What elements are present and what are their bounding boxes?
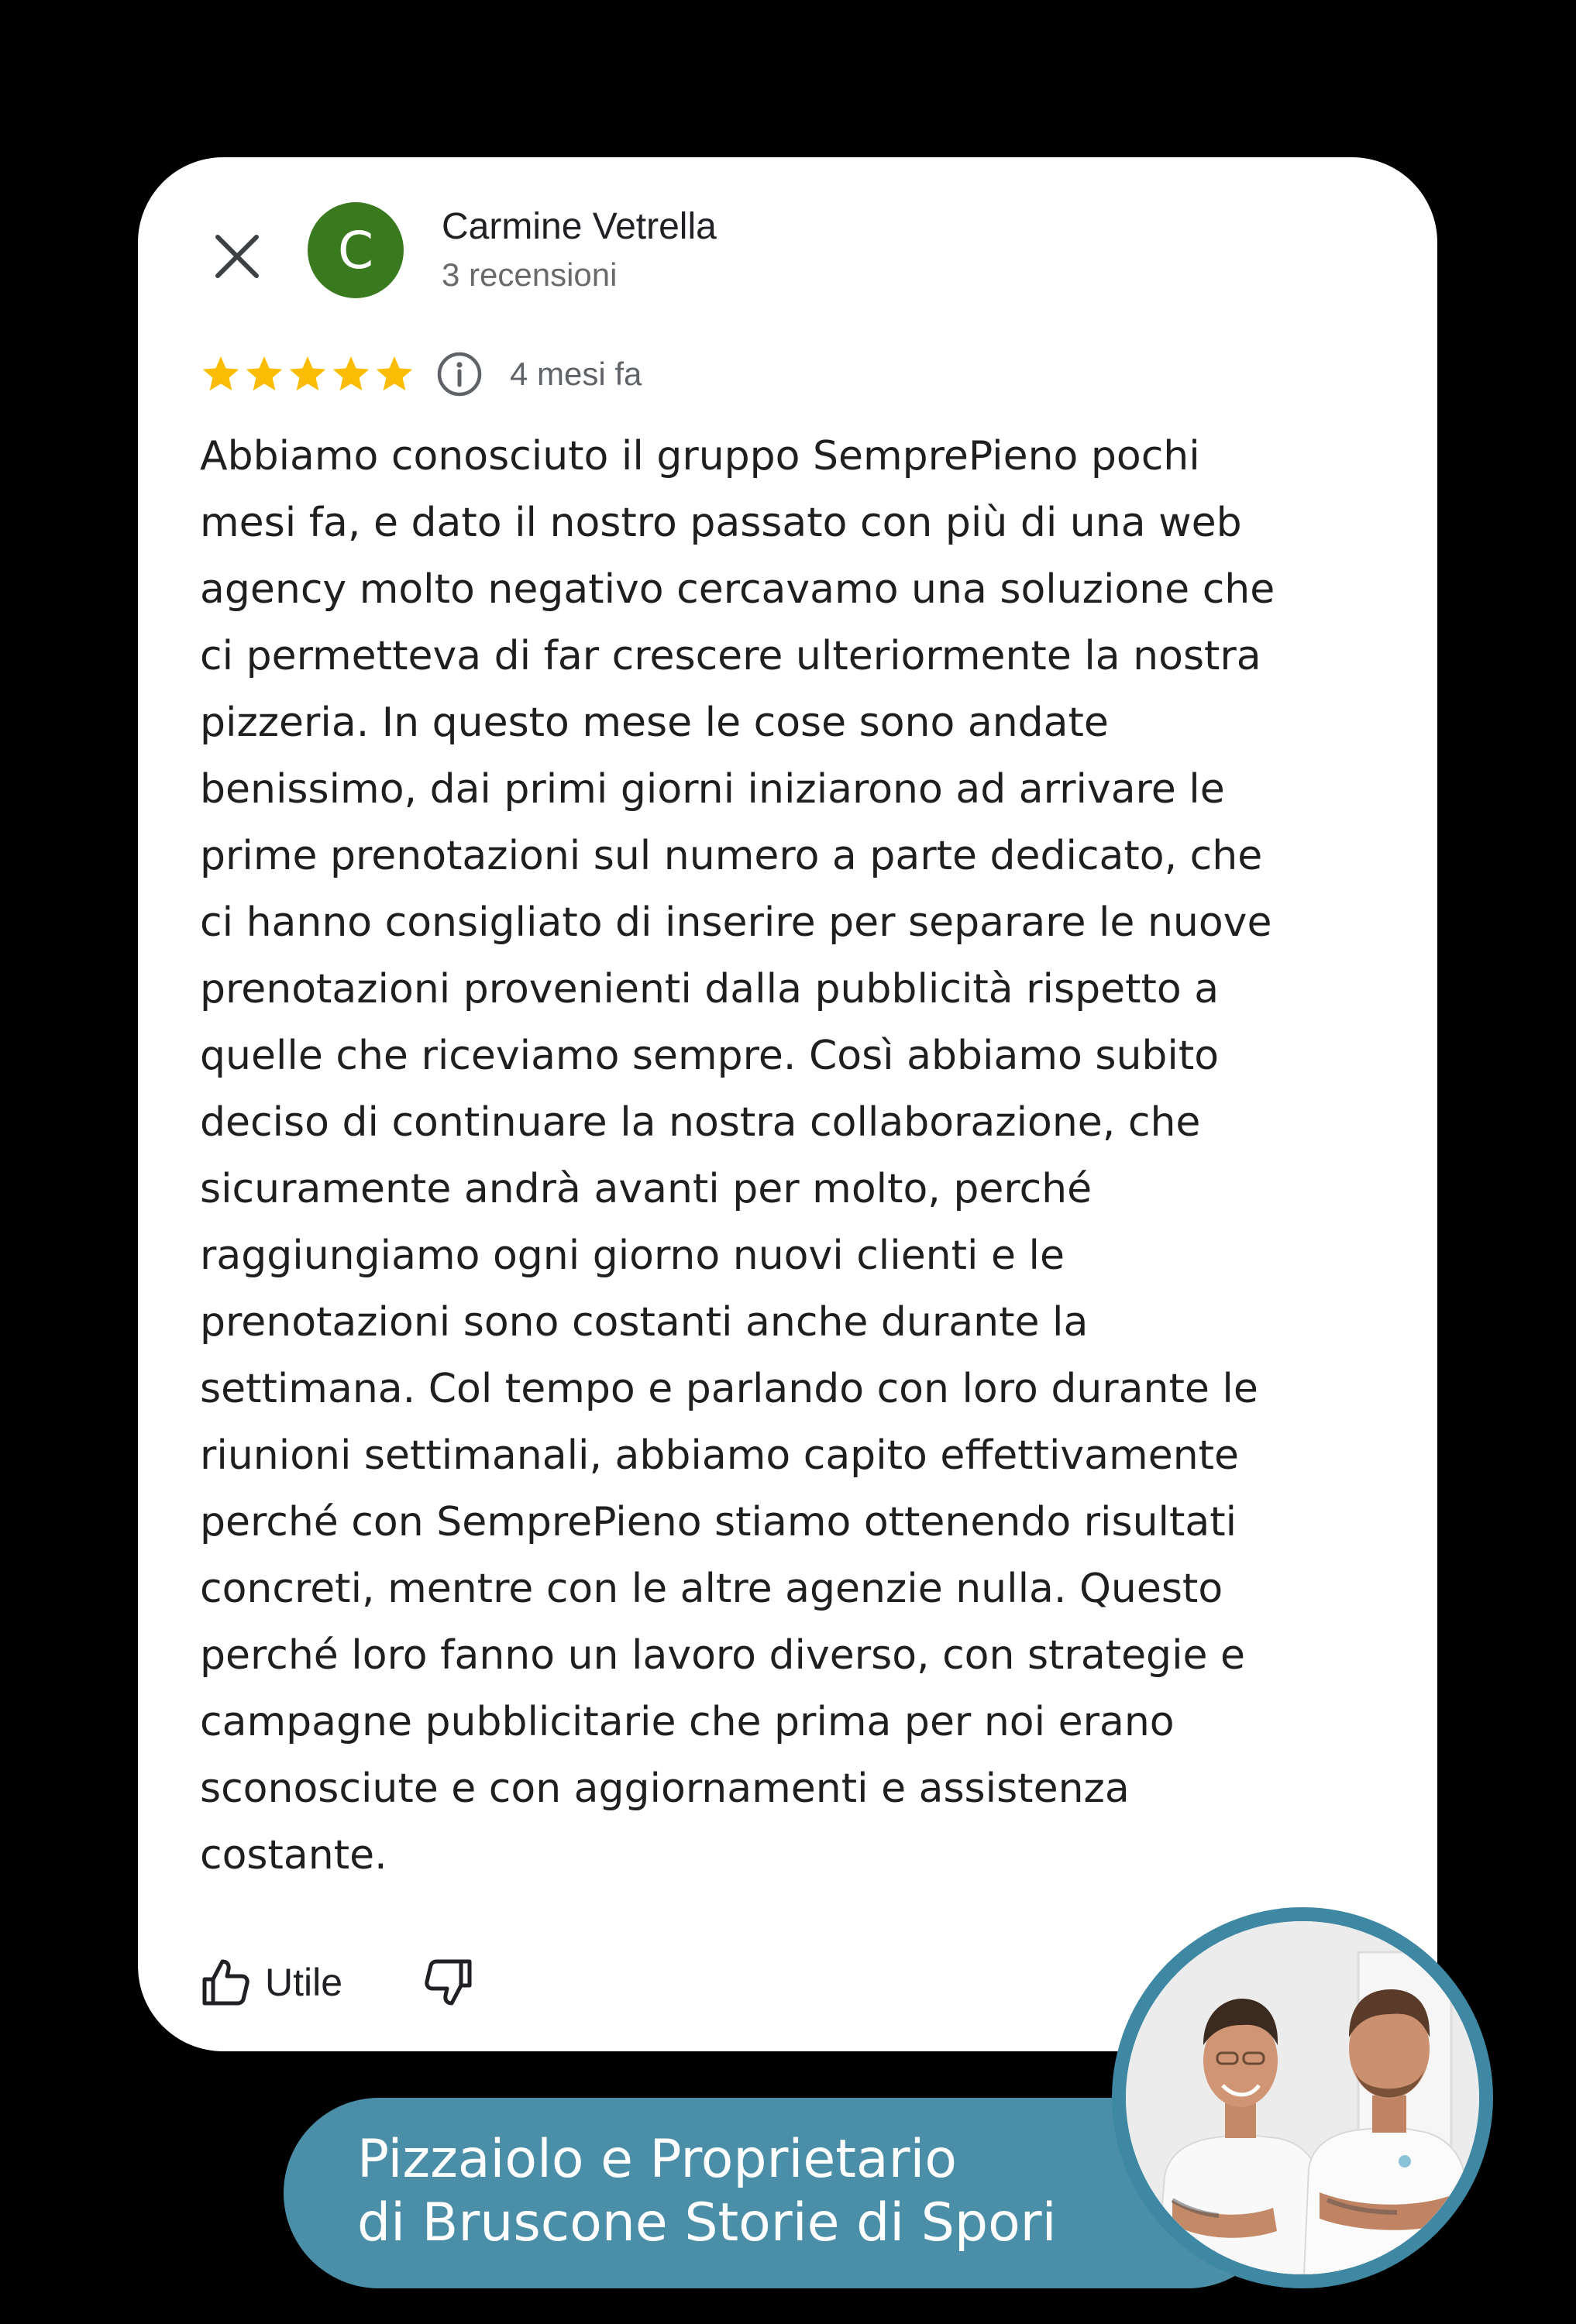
star-icon [330, 353, 372, 395]
caption-role: Pizzaiolo e Proprietario [357, 2129, 958, 2190]
reviewer-name[interactable]: Carmine Vetrella [442, 206, 717, 247]
thumbs-down-icon [423, 1957, 474, 2008]
close-icon [213, 232, 261, 280]
review-text: Abbiamo conosciuto il gruppo SemprePieno pochi mesi fa, e dato il nostro passato con più di una web agency molto negativo cercavamo una soluzione che ci permetteva di far crescere ulteriormente la nostra pizzeria. In questo mese le cose sono andate benissimo, dai primi giorni iniziarono ad arrivare le prime prenotazioni sul numero a parte dedicato, che ci hanno consigliato di inserire per separare le nuove prenotazioni provenienti dalla pubblicità rispetto a quelle che riceviamo sempre. Così abbiamo subito deciso di continuare la nostra collaborazione, che sicuramente andrà avanti per molto, perché raggiungiamo ogni giorno nuovi clienti e le prenotazioni sono costanti anche durante la settimana. Col tempo e parlando con loro durante le riunioni settimanali, abbiamo capito effettivamente perché con SemprePieno stiamo ottenendo risultati concreti, mentre con le altre agenzie nulla. Questo perché loro fanno un lavoro diverso, con strategie e campagne pubblicitarie che prima per noi erano sconosciute e con aggiornamenti e assistenza costante. [200, 433, 1275, 1879]
like-button[interactable] [200, 1957, 342, 2008]
star-icon [373, 353, 415, 395]
avatar-letter: C [337, 220, 374, 280]
owners-photo-frame [1112, 1907, 1493, 2288]
star-icon [243, 353, 285, 395]
rating-row [200, 347, 642, 401]
like-label: Utile [265, 1961, 343, 2004]
star-rating [200, 353, 415, 395]
review-card [138, 157, 1437, 2051]
star-icon [200, 353, 242, 395]
close-button[interactable] [206, 225, 268, 287]
review-date: 4 mesi fa [510, 356, 642, 392]
review-actions [200, 1951, 474, 2013]
review-count: 3 recensioni [442, 256, 618, 293]
caption-business: di Bruscone Storie di Spori [357, 2192, 1057, 2254]
info-icon[interactable] [435, 350, 483, 398]
owners-photo [1126, 1921, 1479, 2274]
thumbs-up-icon [200, 1957, 251, 2008]
dislike-button[interactable] [423, 1957, 474, 2008]
avatar[interactable] [308, 202, 404, 298]
star-icon [287, 353, 329, 395]
